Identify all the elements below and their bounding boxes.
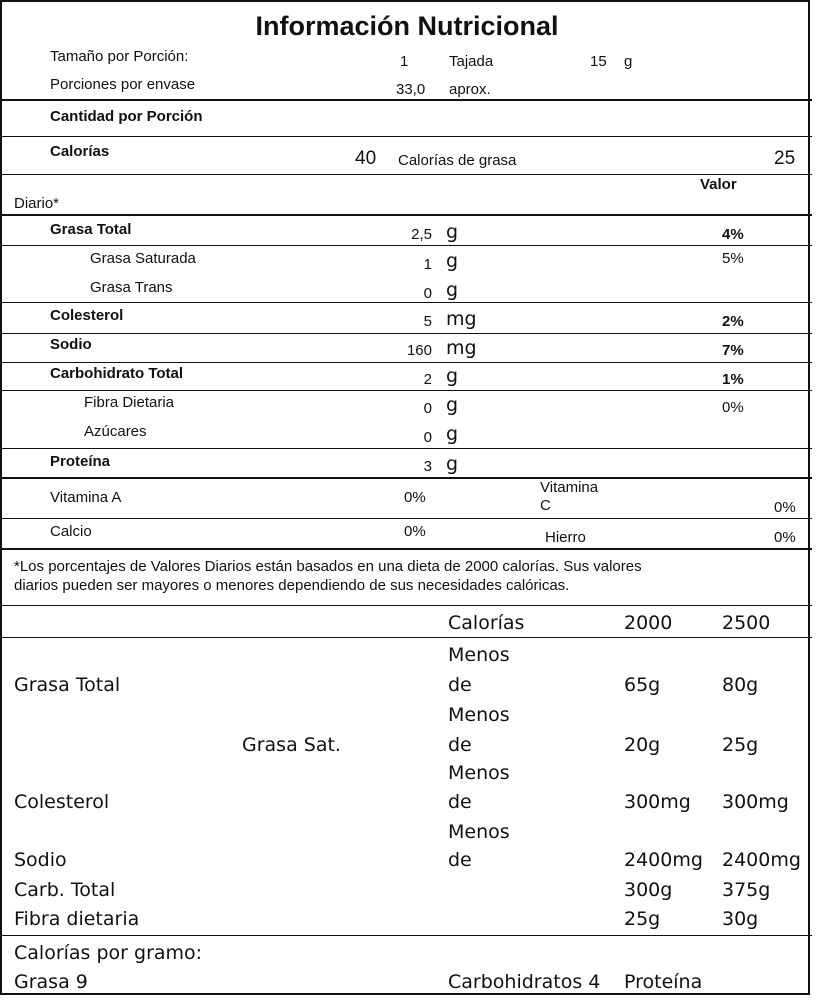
nutrient-unit: g bbox=[446, 279, 459, 301]
nutrient-name: Grasa Trans bbox=[90, 279, 173, 296]
ref-row-2000: 300g bbox=[624, 879, 673, 901]
nutrient-amount: 0 bbox=[423, 285, 432, 302]
divider bbox=[2, 136, 812, 137]
ref-row-2000: 300mg bbox=[624, 791, 691, 813]
dv-header-diario: Diario* bbox=[14, 195, 60, 212]
serving-size-label: Tamaño por Porción: bbox=[50, 48, 189, 65]
vitamin-c-label-continued: C bbox=[540, 497, 551, 514]
nutrient-amount: 0 bbox=[423, 429, 432, 446]
ref-row-2500: 375g bbox=[722, 879, 771, 901]
nutrient-unit: g bbox=[446, 394, 459, 416]
ref-row-name: Grasa Total bbox=[14, 674, 121, 696]
divider bbox=[2, 518, 812, 519]
servings-per-container-note: aprox. bbox=[449, 81, 491, 98]
nutrient-amount: 5 bbox=[423, 313, 432, 330]
ref-de: de bbox=[448, 849, 472, 871]
nutrient-dv: 0% bbox=[722, 399, 744, 416]
vitamin-c-label: Vitamina bbox=[540, 479, 599, 496]
ref-row-2000: 25g bbox=[624, 908, 661, 930]
nutrient-amount: 2,5 bbox=[411, 226, 432, 243]
divider bbox=[2, 302, 812, 303]
ref-menos: Menos bbox=[448, 762, 510, 784]
divider bbox=[2, 390, 812, 391]
footnote-line-1: *Los porcentajes de Valores Diarios están basados en una dieta de 2000 calorías. Sus valores bbox=[14, 558, 642, 575]
nutrient-dv: 5% bbox=[722, 250, 744, 267]
ref-row-name: Grasa Sat. bbox=[242, 734, 341, 756]
serving-size-unit-name: Tajada bbox=[449, 53, 494, 70]
ref-row-2000: 2400mg bbox=[624, 849, 703, 871]
nutrient-name: Grasa Total bbox=[50, 221, 132, 238]
ref-de: de bbox=[448, 791, 472, 813]
ref-row-2000: 65g bbox=[624, 674, 661, 696]
nutrient-unit: g bbox=[446, 221, 459, 243]
nutrient-amount: 0 bbox=[423, 400, 432, 417]
calories-label: Calorías bbox=[50, 143, 110, 160]
divider bbox=[2, 477, 812, 479]
nutrient-name: Azúcares bbox=[84, 423, 147, 440]
ref-header-2000: 2000 bbox=[624, 612, 673, 634]
nutrient-name: Grasa Saturada bbox=[90, 250, 196, 267]
ref-row-2500: 25g bbox=[722, 734, 759, 756]
nutrient-name: Carbohidrato Total bbox=[50, 365, 184, 382]
ref-de: de bbox=[448, 734, 472, 756]
iron-label: Hierro bbox=[545, 529, 586, 546]
calcium-value: 0% bbox=[404, 523, 426, 540]
iron-value: 0% bbox=[774, 529, 796, 546]
nutrient-amount: 2 bbox=[423, 371, 432, 388]
nutrient-amount: 3 bbox=[423, 458, 432, 475]
divider bbox=[2, 637, 812, 638]
amount-per-serving: Cantidad por Porción bbox=[50, 108, 203, 125]
nutrient-unit: g bbox=[446, 250, 459, 272]
serving-size-qty: 1 bbox=[400, 53, 409, 70]
divider bbox=[2, 548, 812, 550]
nutrient-unit: mg bbox=[446, 337, 477, 359]
divider bbox=[2, 605, 812, 606]
ref-row-2500: 300mg bbox=[722, 791, 789, 813]
ref-row-2500: 30g bbox=[722, 908, 759, 930]
nutrient-dv: 4% bbox=[722, 226, 744, 243]
divider bbox=[2, 245, 812, 246]
ref-header-2500: 2500 bbox=[722, 612, 771, 634]
calories-per-gram-carbs: Carbohidratos 4 bbox=[448, 971, 601, 993]
nutrient-unit: g bbox=[446, 365, 459, 387]
nutrient-unit: mg bbox=[446, 308, 477, 330]
servings-per-container-value: 33,0 bbox=[396, 81, 426, 98]
vitamin-a-value: 0% bbox=[404, 489, 426, 506]
nutrient-dv: 1% bbox=[722, 371, 744, 388]
nutrient-name: Sodio bbox=[50, 336, 92, 353]
nutrient-dv: 2% bbox=[722, 313, 744, 330]
nutrient-unit: g bbox=[446, 453, 459, 475]
nutrient-amount: 160 bbox=[406, 342, 432, 359]
nutrient-name: Fibra Dietaria bbox=[84, 394, 175, 411]
calories-per-gram-protein: Proteína bbox=[624, 971, 703, 993]
calories-per-gram-fat: Grasa 9 bbox=[14, 971, 88, 993]
calories-per-gram-title: Calorías por gramo: bbox=[14, 942, 203, 964]
nutrient-name: Proteína bbox=[50, 453, 111, 470]
ref-row-name: Colesterol bbox=[14, 791, 110, 813]
ref-row-2000: 20g bbox=[624, 734, 661, 756]
servings-per-container-label: Porciones por envase bbox=[50, 76, 196, 93]
divider bbox=[2, 174, 812, 175]
ref-row-2500: 2400mg bbox=[722, 849, 801, 871]
calcium-label: Calcio bbox=[50, 523, 92, 540]
divider bbox=[2, 448, 812, 449]
divider bbox=[2, 935, 812, 936]
ref-menos: Menos bbox=[448, 704, 510, 726]
serving-size-weight: 15 bbox=[590, 53, 607, 70]
calories-from-fat-label: Calorías de grasa bbox=[398, 152, 517, 169]
nutrient-unit: g bbox=[446, 423, 459, 445]
nutrient-dv: 7% bbox=[722, 342, 744, 359]
nutrient-name: Colesterol bbox=[50, 307, 124, 324]
divider bbox=[2, 333, 812, 334]
label-title: Información Nutricional bbox=[255, 11, 559, 41]
serving-size-weight-unit: g bbox=[624, 53, 633, 70]
ref-menos: Menos bbox=[448, 644, 510, 666]
calories-from-fat-value: 25 bbox=[774, 148, 796, 169]
footnote-line-2: diarios pueden ser mayores o menores dependiendo de sus necesidades calóricas. bbox=[14, 577, 570, 594]
divider bbox=[2, 99, 812, 101]
ref-row-name: Sodio bbox=[14, 849, 67, 871]
ref-row-name: Carb. Total bbox=[14, 879, 116, 901]
vitamin-c-value: 0% bbox=[774, 499, 796, 516]
ref-row-name: Fibra dietaria bbox=[14, 908, 140, 930]
dv-header-valor: Valor bbox=[700, 176, 737, 193]
calories-value: 40 bbox=[355, 148, 377, 169]
divider bbox=[2, 214, 812, 216]
divider bbox=[2, 362, 812, 363]
ref-menos: Menos bbox=[448, 821, 510, 843]
vitamin-a-label: Vitamina A bbox=[50, 489, 122, 506]
ref-row-2500: 80g bbox=[722, 674, 759, 696]
ref-header-calories: Calorías bbox=[448, 612, 525, 634]
nutrient-amount: 1 bbox=[423, 256, 432, 273]
ref-de: de bbox=[448, 674, 472, 696]
